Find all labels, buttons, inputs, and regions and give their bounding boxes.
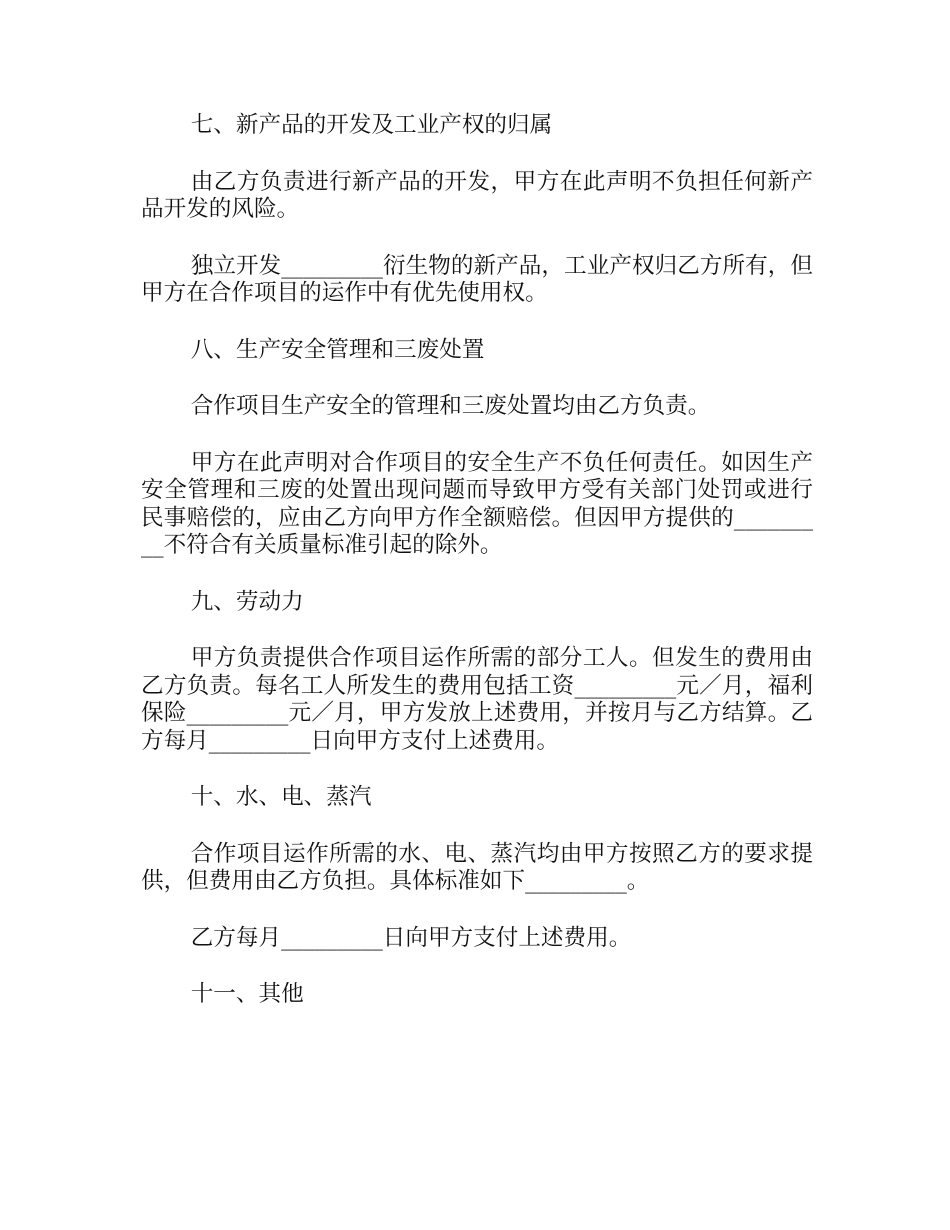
paragraph-new-product-development: 由乙方负责进行新产品的开发，甲方在此声明不负担任何新产品开发的风险。 — [141, 168, 813, 222]
section-heading-10: 十、水、电、蒸汽 — [190, 784, 372, 810]
paragraph-labor: 甲方负责提供合作项目运作所需的部分工人。但发生的费用由乙方负责。每名工人所发生的费用包括工资_________元／月，福利保险_________元／月，甲方发放上述费用，并按月与乙方结算。乙方每月_________日向甲方支付上述费用。 — [141, 645, 813, 754]
section-heading-9: 九、劳动力 — [190, 588, 304, 615]
document-body — [141, 112, 813, 1038]
paragraph-safety-responsibility: 合作项目生产安全的管理和三废处置均由乙方负责。 — [190, 393, 711, 419]
paragraph-utilities-payment: 乙方每月_________日向甲方支付上述费用。 — [190, 924, 632, 951]
paragraph-utilities: 合作项目运作所需的水、电、蒸汽均由甲方按照乙方的要求提供，但费用由乙方负担。具体标准如下_________。 — [141, 840, 813, 894]
section-heading-7: 七、新产品的开发及工业产权的归属 — [190, 112, 553, 138]
paragraph-industrial-property: 独立开发_________衍生物的新产品，工业产权归乙方所有，但甲方在合作项目的运作中有优先使用权。 — [141, 252, 813, 306]
paragraph-safety-disclaimer: 甲方在此声明对合作项目的安全生产不负任何责任。如因生产安全管理和三废的处置出现问题而导致甲方受有关部门处罚或进行民事赔偿的，应由乙方向甲方作全额赔偿。但因甲方提供的_________不符合有关质量标准引起的除外。 — [141, 449, 813, 558]
section-heading-8: 八、生产安全管理和三废处置 — [190, 336, 485, 363]
section-heading-11: 十一、其他 — [190, 981, 304, 1007]
